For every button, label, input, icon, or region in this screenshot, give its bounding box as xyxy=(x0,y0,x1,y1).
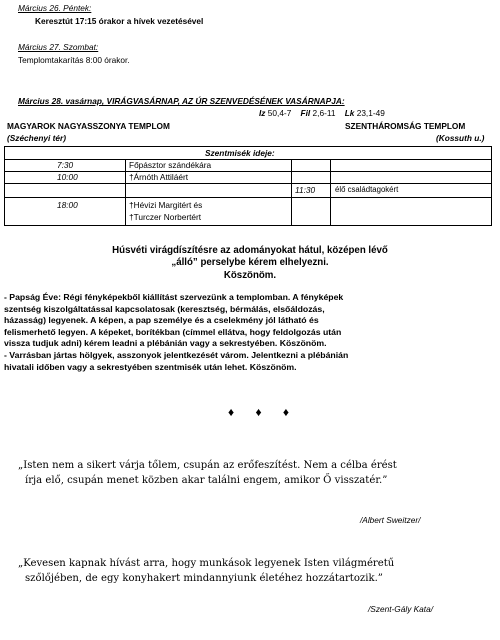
notice-line: vissza tudjuk adni) kérem leadni a plébánián vagy a sekrestyében. Köszönöm. xyxy=(4,338,327,349)
reading-book: Lk xyxy=(344,108,355,118)
table-rule xyxy=(5,183,491,184)
saturday-text: Templomtakarítás 8:00 órakor. xyxy=(18,55,130,65)
notice-line: hivatali időben vagy a sekrestyében szentmisék után lehet. Köszönöm. xyxy=(4,361,297,372)
quote-1 xyxy=(18,458,488,488)
mass-intention: †Turczer Norbertért xyxy=(129,212,202,222)
mass-time: 10:00 xyxy=(57,172,78,182)
notice-line: - Papság Éve: Régi fényképekből kiállítást szervezünk a templomban. A fényképek xyxy=(4,292,344,302)
flower-notice-line: „álló” perselybe kérem elhelyezni. xyxy=(171,257,329,269)
left-church-name: MAGYAROK NAGYASSZONYA TEMPLOM xyxy=(7,121,170,131)
mass-times-table xyxy=(4,146,492,226)
mass-intention: élő családtagokért xyxy=(335,185,399,194)
reading-book: Iz xyxy=(259,108,266,118)
diamond-divider: ♦ ♦ ♦ xyxy=(228,405,299,419)
mass-intention: †Hévizi Margitért és xyxy=(129,200,203,210)
mass-intention: Főpásztor szándékára xyxy=(129,160,212,170)
reading-ref: 2,6-11 xyxy=(312,108,336,118)
mass-intention: †Árnóth Attiláért xyxy=(129,172,189,182)
left-church-address: (Széchenyi tér) xyxy=(7,133,67,143)
quote-author: /Albert Sweitzer/ xyxy=(360,515,421,525)
quote-line: szőlőjében, de egy konyhakert mindannyiunk életéhez hozzátartozik.” xyxy=(25,573,383,584)
reading-ref: 23,1-49 xyxy=(356,108,385,118)
table-rule xyxy=(330,159,331,225)
mass-time: 18:00 xyxy=(57,200,78,210)
table-rule xyxy=(5,159,491,160)
flower-notice xyxy=(0,245,500,282)
mass-time: 7:30 xyxy=(57,160,74,170)
notice-line: házasság) legyenek. A képen, a pap személye és a cselekmény jól látható és xyxy=(4,315,319,326)
mass-time: 11:30 xyxy=(295,185,316,195)
reading-book: Fil xyxy=(300,108,311,118)
quote-author: /Szent-Gály Kata/ xyxy=(368,604,434,614)
reading-ref: 50,4-7 xyxy=(267,108,292,118)
quote-line: írja elő, csupán menet közben akar találni engem, amikor Ő visszatér.” xyxy=(25,475,388,486)
quote-line: „Kevesen kapnak hívást arra, hogy munkások legyenek Isten világméretű xyxy=(18,558,395,569)
notice-line: szentség kiszolgáltatással kapcsolatosak (keresztség, bérmálás, elsőáldozás, xyxy=(4,303,325,314)
sunday-heading: Március 28. vasárnap, VIRÁGVASÁRNAP, AZ ÚR SZENVEDÉSÉNEK VASÁRNAPJA: xyxy=(18,96,345,106)
flower-notice-line: Köszönöm. xyxy=(223,269,277,281)
flower-notice-line: Húsvéti virágdíszítésre az adományokat hátul, középen lévő xyxy=(112,245,388,256)
readings xyxy=(259,108,385,118)
table-rule xyxy=(5,197,491,198)
notice-line: - Varrásban jártas hölgyek, asszonyok jelentkezését várom. Jelentkezni a plébánián xyxy=(4,350,349,360)
right-church-address: (Kossuth u.) xyxy=(436,133,485,143)
friday-date: Március 26. Péntek: xyxy=(18,3,92,13)
table-rule xyxy=(125,159,126,225)
notice-line: felismerhető legyen. A képeket, borítékban (címmel ellátva, hogy feldolgozás után xyxy=(4,326,342,337)
table-rule xyxy=(291,159,292,225)
saturday-date: Március 27. Szombat: xyxy=(18,42,99,52)
friday-text: Keresztút 17:15 órakor a hívek vezetésével xyxy=(35,16,204,26)
table-header: Szentmisék ideje: xyxy=(205,148,275,158)
quote-2 xyxy=(18,556,488,586)
right-church-name: SZENTHÁROMSÁG TEMPLOM xyxy=(345,121,466,131)
quote-line: „Isten nem a sikert várja tőlem, csupán az erőfeszítést. Nem a célba érést xyxy=(18,460,397,471)
